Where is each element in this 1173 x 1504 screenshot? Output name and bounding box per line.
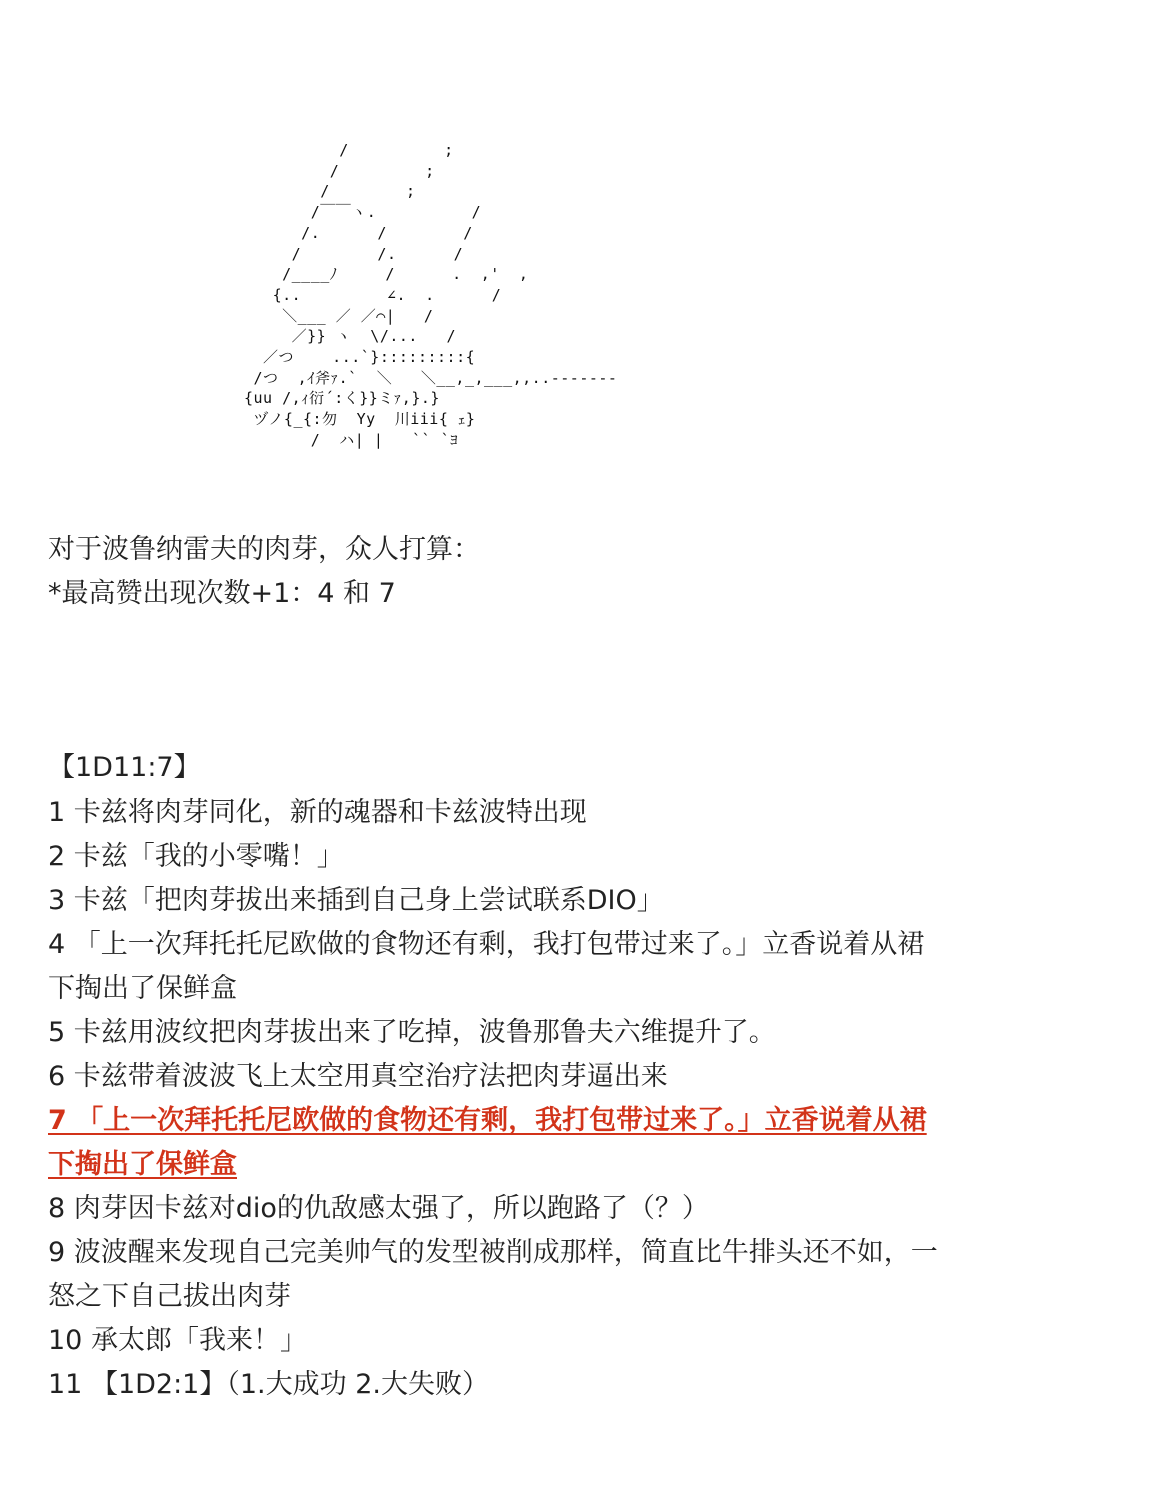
option-7-selected-line-1: 7 「上一次拜托托尼欧做的食物还有剩，我打包带过来了。」立香说着从裙	[48, 1105, 927, 1136]
option-7-selected-line-2: 下掏出了保鲜盒	[48, 1149, 237, 1180]
option-5: 5 卡兹用波纹把肉芽拔出来了吃掉，波鲁那鲁夫六维提升了。	[48, 1017, 776, 1048]
ascii-art-illustration: / ; / ; / ; /￣￣ヽ. / /. / / / /. / /____ﾉ / . ,' , {.. ∠. . / ＼___ ／ ／⌒| / ／}} ヽ \/... / ／つ ...`}:::::::::{ /つ ,ｲ斧ｧ.` ＼ ＼__,_,___,,..------- {uu /,ｨ衍´:く}}ミｧ,}.} ヅノ{_{:勿 Yy 川iii{ ｪ} / ハ| | `` `ﾖ	[244, 141, 618, 449]
intro-line-1: 对于波鲁纳雷夫的肉芽，众人打算：	[48, 534, 480, 565]
option-10: 10 承太郎「我来！」	[48, 1325, 307, 1356]
option-9-line-2: 怒之下自己拔出肉芽	[48, 1281, 291, 1312]
option-1: 1 卡兹将肉芽同化，新的魂器和卡兹波特出现	[48, 797, 587, 828]
option-2: 2 卡兹「我的小零嘴！」	[48, 841, 344, 872]
option-11: 11 【1D2:1】（1.大成功 2.大失败）	[48, 1369, 489, 1400]
option-3: 3 卡兹「把肉芽拔出来插到自己身上尝试联系DIO」	[48, 885, 664, 916]
dice-roll-result: 【1D11:7】	[48, 752, 201, 783]
option-9-line-1: 9 波波醒来发现自己完美帅气的发型被削成那样，简直比牛排头还不如，一	[48, 1237, 938, 1268]
intro-line-2: *最高赞出现次数+1：4 和 7	[48, 578, 396, 609]
option-8: 8 肉芽因卡兹对dio的仇敌感太强了，所以跑路了（？）	[48, 1193, 709, 1224]
option-4-line-1: 4 「上一次拜托托尼欧做的食物还有剩，我打包带过来了。」立香说着从裙	[48, 929, 925, 960]
option-6: 6 卡兹带着波波飞上太空用真空治疗法把肉芽逼出来	[48, 1061, 668, 1092]
option-4-line-2: 下掏出了保鲜盒	[48, 973, 237, 1004]
